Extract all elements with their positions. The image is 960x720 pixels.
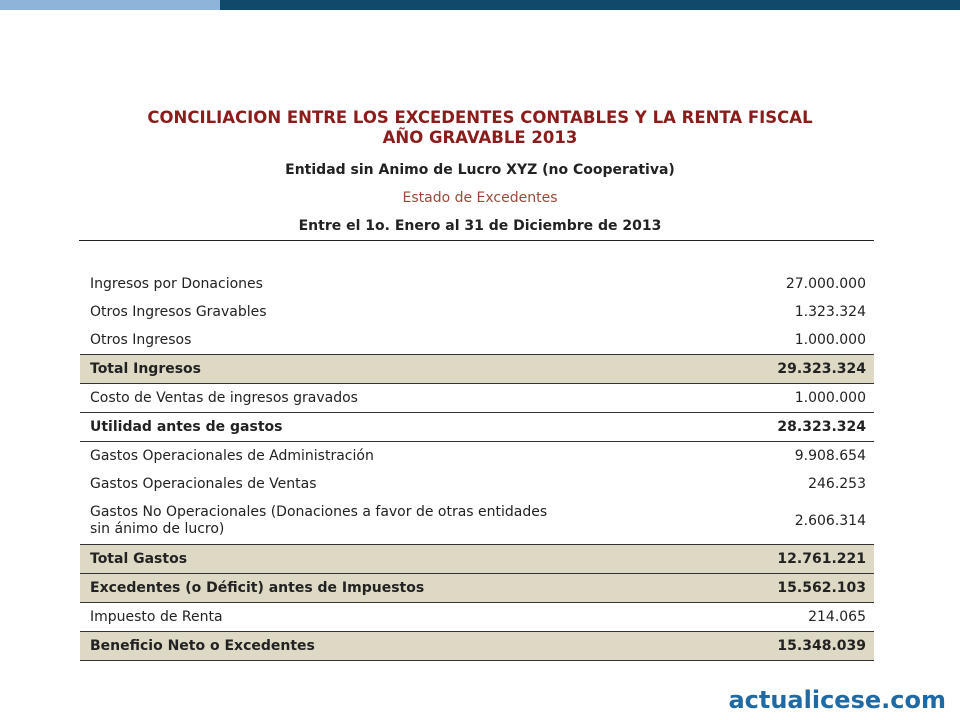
row-label: Costo de Ventas de ingresos gravados (90, 390, 358, 406)
row-amount: 1.000.000 (794, 332, 866, 348)
table-row (80, 470, 874, 498)
header-divider (79, 240, 874, 241)
row-amount: 15.348.039 (767, 632, 874, 661)
row-label: Utilidad antes de gastos (80, 413, 767, 442)
row-label: Gastos Operacionales de Ventas (90, 476, 317, 492)
row-label: Impuesto de Renta (90, 609, 223, 625)
financial-table (80, 270, 874, 661)
row-amount: 15.562.103 (767, 574, 874, 603)
row-amount: 27.000.000 (785, 276, 866, 292)
table-row (80, 326, 874, 355)
row-amount: 214.065 (808, 609, 866, 625)
row-amount: 9.908.654 (794, 448, 866, 464)
row-label: Total Gastos (80, 545, 767, 574)
brand-logo-text: actualicese.com (728, 686, 946, 714)
report-period: Entre el 1o. Enero al 31 de Diciembre de 2013 (298, 218, 662, 234)
row-label: Excedentes (o Déficit) antes de Impuestos (80, 574, 767, 603)
subtotal-row-utilidad (80, 413, 874, 442)
total-row-ingresos (80, 355, 874, 384)
row-amount: 28.323.324 (767, 413, 874, 442)
row-amount: 2.606.314 (794, 512, 866, 529)
row-label: Gastos No Operacionales (Donaciones a favor de otras entidades sin ánimo de lucro) (90, 504, 548, 537)
table-row (80, 270, 874, 298)
row-label: Otros Ingresos (90, 332, 192, 348)
table-row (80, 603, 874, 632)
title-line-1: CONCILIACION ENTRE LOS EXCEDENTES CONTABLES Y LA RENTA FISCAL (147, 108, 813, 127)
top-bar-dark-segment (220, 0, 960, 10)
row-label: Ingresos por Donaciones (90, 276, 263, 292)
row-label: Beneficio Neto o Excedentes (80, 632, 767, 661)
total-row-excedentes (80, 574, 874, 603)
row-amount: 1.000.000 (794, 390, 866, 406)
top-bar-light-segment (0, 0, 220, 10)
row-amount: 1.323.324 (794, 304, 866, 320)
table-row (80, 298, 874, 326)
row-amount: 29.323.324 (767, 355, 874, 384)
row-label: Total Ingresos (80, 355, 767, 384)
title-line-2: AÑO GRAVABLE 2013 (382, 128, 578, 147)
table-row (80, 498, 874, 545)
row-amount: 246.253 (808, 476, 866, 492)
report-title (80, 108, 880, 148)
total-row-gastos (80, 545, 874, 574)
top-accent-bar (0, 0, 960, 10)
row-amount: 12.761.221 (767, 545, 874, 574)
table-row (80, 384, 874, 413)
row-label: Otros Ingresos Gravables (90, 304, 267, 320)
total-row-beneficio (80, 632, 874, 661)
table-row (80, 442, 874, 471)
statement-name: Estado de Excedentes (402, 190, 558, 206)
entity-name: Entidad sin Animo de Lucro XYZ (no Cooperativa) (285, 162, 675, 178)
row-label: Gastos Operacionales de Administración (90, 448, 374, 464)
